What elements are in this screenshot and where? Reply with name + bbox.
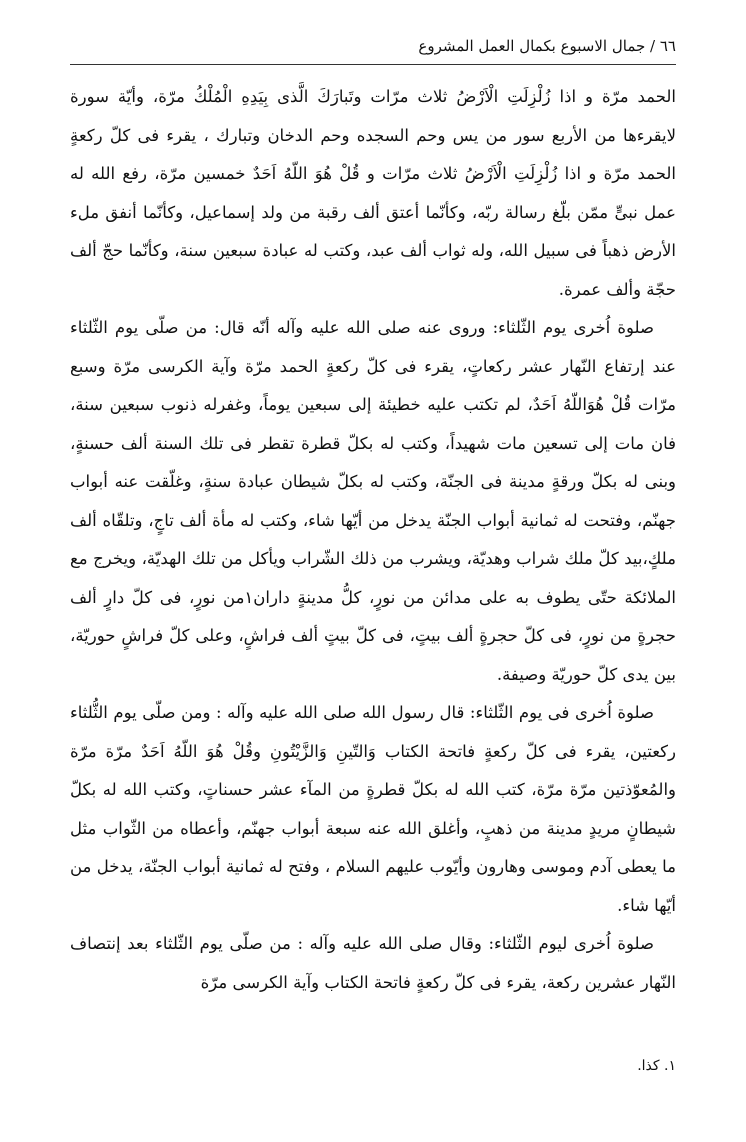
paragraph: صلوة اُخری ليوم الثّلثاء: وقال صلی الله عليه وآله : من صلّی يوم الثّلثاء بعد إنتصاف النّهار عشرين ركعة، يقرء فی كلّ ركعةٍ فاتحة الكتاب وآية الكرسی مرّة	[70, 934, 676, 992]
page-body	[70, 78, 676, 1002]
footnote: ١. كذا.	[637, 1058, 676, 1074]
running-header: ٦٦ / جمال الاسبوع بكمال العمل المشروع	[418, 37, 676, 55]
paragraph: الحمد مرّة و اذا زُلْزِلَتِ الْاَرْضُ ثلاث مرّات وتَبارَكَ الَّذی بِيَدِهِ الْمُلْكُ مرّة، وأيّة سورة لايقرءها من الأربع سور من يس وحم السجده وحم الدخان وتبارك ، يقرء فی كلّ ركعةٍ الحمد مرّة و اذا زُلْزِلَتِ الْاَرْضُ ثلاث مرّات و قُلْ هُوَ اللّهُ اَحَدٌ خمسين مرّة، رفع الله له عمل نبیٍّ ممّن بلّغ رسالة ربّه، وكأنّما أعتق ألف رقبة من ولد إسماعيل، وكأنّما أنفق ملء الأرض ذهباً فی سبيل الله، وله ثواب ألف عبد، وكتب له عبادة سبعين سنة، وكأنّما حجّ ألف حجّة وألف عمرة.	[70, 87, 676, 299]
paragraph: صلوة اُخری يوم الثّلثاء: وروی عنه صلی الله عليه وآله أنّه قال: من صلّی يوم الثّلثاء عند إرتفاع النّهار عشر ركعاتٍ، يقرء فی كلّ ركعةٍ الحمد مرّة وآية الكرسی مرّة وسبع مرّات قُلْ هُوَاللّهُ اَحَدٌ، لم تكتب عليه خطيئة إلی سبعين يوماً، وغفرله ذنوب سبعين سنة، فان مات إلی تسعين مات شهيداً، وكتب له بكلّ قطرة تقطر فی تلك السنة ألف حسنةٍ، وبنی له بكلّ ورقةٍ مدينة فی الجنّة، وكتب له بكلّ شيطان عبادة سنةٍ، وغلّقت عنه أبواب جهنّم، وفتحت له ثمانية أبواب الجنّة يدخل من أيّها شاء، وكتب له مأة ألف تاجٍ، وتلقّاه ألف ملكٍ،بيد كلّ ملك شراب وهديّة، ويشرب من ذلك الشّراب ويأكل من تلك الهديّة، ويخرج مع الملائكة حتّی يطوف به علی مدائن من نورٍ، كلُّ مدينةٍ داران١من نورٍ، فی كلّ دارٍ ألف حجرةٍ من نورٍ، فی كلّ حجرةٍ ألف بيتٍ، فی كلّ بيتٍ ألف فراشٍ، وعلی كلّ فراشٍ حوريّة، بين يدی كلّ حوريّة وصيفة.	[70, 318, 676, 684]
header-divider	[70, 64, 676, 65]
paragraph: صلوة اُخری فی يوم الثّلثاء: قال رسول الله صلی الله عليه وآله : ومن صلّی يوم الثُّلثاء ركعتين، يقرء فی كلّ ركعةٍ فاتحة الكتاب وَالتّينِ وَالزَّيْتُونِ وقُلْ هُوَ اللّهُ اَحَدٌ مرّة مرّة والمُعوّذتين مرّة مرّة، كتب الله له بكلّ قطرةٍ من المآء عشر حسناتٍ، وكتب الله له بكلّ شيطانٍ مريدٍ مدينة من ذهبٍ، وأغلق الله عنه سبعة أبواب جهنّم، وأعطاه من الثّواب مثل ما يعطی آدم وموسی وهارون وأيّوب عليهم السلام ، وفتح له ثمانية أبواب الجنّة، يدخل من أيّها شاء.	[70, 703, 676, 915]
